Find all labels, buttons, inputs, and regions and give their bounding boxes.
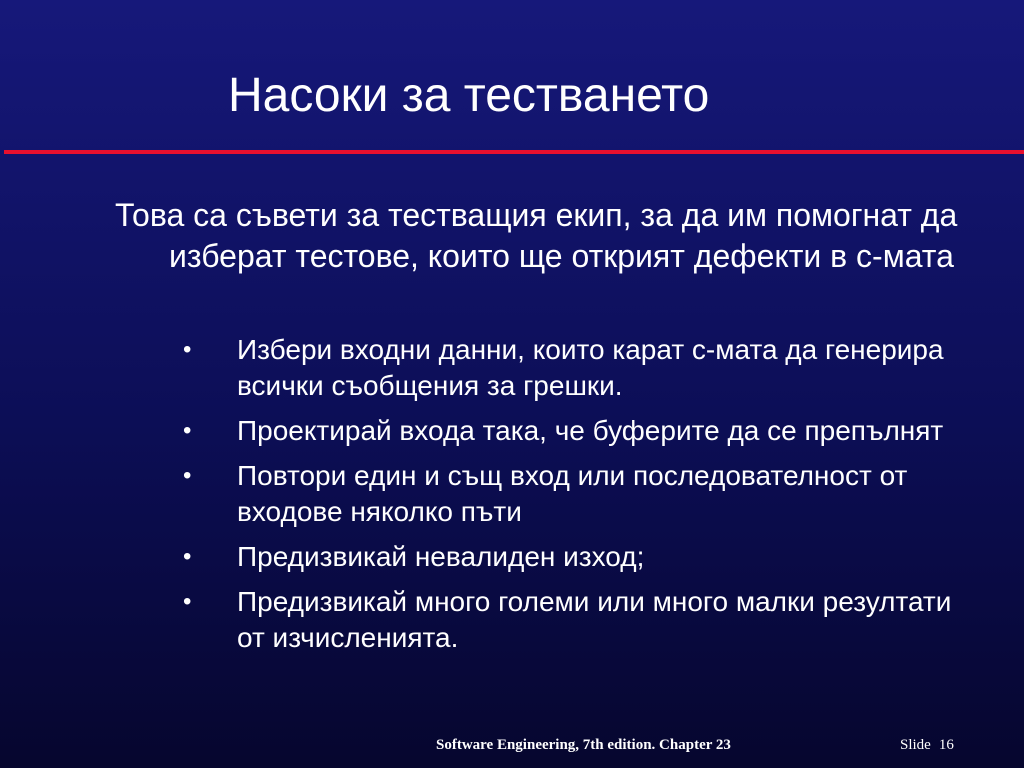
list-item	[183, 332, 983, 404]
bullet-text: Предизвикай много големи или много малки резултати от изчисленията.	[237, 586, 952, 653]
bullet-list	[183, 332, 983, 665]
bullet-text: Предизвикай невалиден изход;	[237, 541, 645, 572]
bullet-icon: •	[183, 462, 192, 489]
list-item	[183, 413, 983, 449]
bullet-icon: •	[183, 336, 192, 363]
slide-title: Насоки за тестването	[228, 69, 710, 122]
bullet-text: Повтори един и същ вход или последователност от входове няколко пъти	[237, 460, 908, 527]
bullet-text: Проектирай входа така, че буферите да се препълнят	[237, 415, 944, 446]
list-item	[183, 584, 983, 656]
footer-course-title: Software Engineering, 7th edition. Chapter 23	[436, 737, 731, 753]
slide-label: Slide	[900, 737, 931, 753]
bullet-icon: •	[183, 543, 192, 570]
title-divider	[4, 150, 1024, 154]
list-item	[183, 458, 983, 530]
bullet-icon: •	[183, 588, 192, 615]
bullet-icon: •	[183, 417, 192, 444]
slide-number: 16	[938, 737, 954, 753]
list-item	[183, 539, 983, 575]
main-point: Това са съвети за тестващия екип, за да им помогнат да изберат тестове, които ще открият дефекти в с-мата	[115, 197, 958, 274]
bullet-text: Избери входни данни, които карат с-мата да генерира всички съобщения за грешки.	[237, 334, 944, 401]
footer-slide-number	[900, 737, 954, 754]
